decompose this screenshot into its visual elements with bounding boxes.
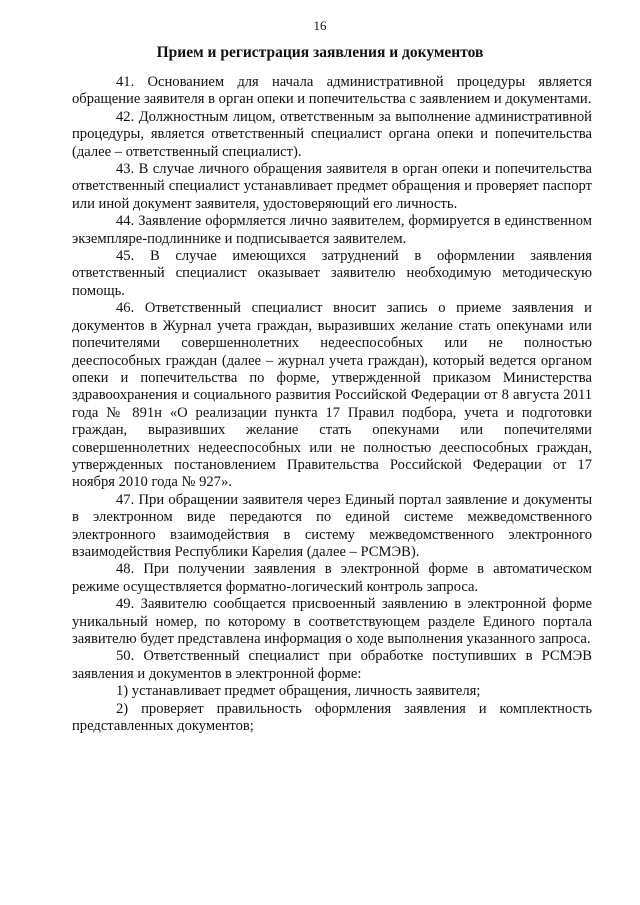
paragraph-47: 47. При обращении заявителя через Единый портал заявление и документы в электронном виде передаются по единой системе межведомственного электронного взаимодействия в систему межведомственного электронного взаимодействия Республики Карелия (далее – РСМЭВ). (72, 491, 592, 560)
paragraph-48: 48. При получении заявления в электронной форме в автоматическом режиме осуществляется форматно-логический контроль запроса. (72, 561, 592, 595)
paragraph-49: 49. Заявителю сообщается присвоенный заявлению в электронной форме уникальный номер, по которому в соответствующем разделе Единого портала заявителю будет представлена информация о ходе выполнения указанного запроса. (72, 596, 592, 647)
paragraph-45: 45. В случае имеющихся затруднений в оформлении заявления ответственный специалист оказывает заявителю необходимую методическую помощь. (72, 248, 592, 299)
subitem-1: 1) устанавливает предмет обращения, личность заявителя; (116, 683, 481, 700)
subitem-2: 2) проверяет правильность оформления заявления и комплектность представленных документов; (72, 700, 592, 735)
paragraph-44: 44. Заявление оформляется лично заявителем, формируется в единственном экземпляре-подлиннике и подписывается заявителем. (72, 213, 592, 247)
paragraph-43: 43. В случае личного обращения заявителя в орган опеки и попечительства ответственный специалист устанавливает предмет обращения и проверяет паспорт или иной документ заявителя, удостоверяющий его личность. (72, 161, 592, 212)
section-title: Прием и регистрация заявления и документов (156, 44, 484, 61)
paragraph-46: 46. Ответственный специалист вносит запись о приеме заявления и документов в Журнал учета граждан, выразивших желание стать опекунами или попечителями совершеннолетних недееспособных или не полностью дееспособных граждан (далее – журнал учета граждан), который ведется органом опеки и попечительства по форме, утвержденной приказом Министерства здравоохранения и социального развития Российской Федерации от 8 августа 2011 года № 891н «О реализации пункта 17 Правил подбора, учета и подготовки граждан, выразивших желание стать опекунами или попечителями совершеннолетних недееспособных или не полностью дееспособных граждан, утвержденных постановлением Правительства Российской Федерации от 17 ноября 2010 года № 927». (72, 300, 592, 491)
paragraph-50: 50. Ответственный специалист при обработке поступивших в РСМЭВ заявления и документов в электронной форме: (72, 648, 592, 682)
paragraph-42: 42. Должностным лицом, ответственным за выполнение административной процедуры, является ответственный специалист органа опеки и попечительства (далее – ответственный специалист). (72, 108, 592, 160)
paragraph-41: 41. Основанием для начала административной процедуры является обращение заявителя в орган опеки и попечительства с заявлением и документами. (72, 74, 592, 108)
page-number: 16 (313, 18, 327, 33)
document-body (72, 74, 592, 735)
